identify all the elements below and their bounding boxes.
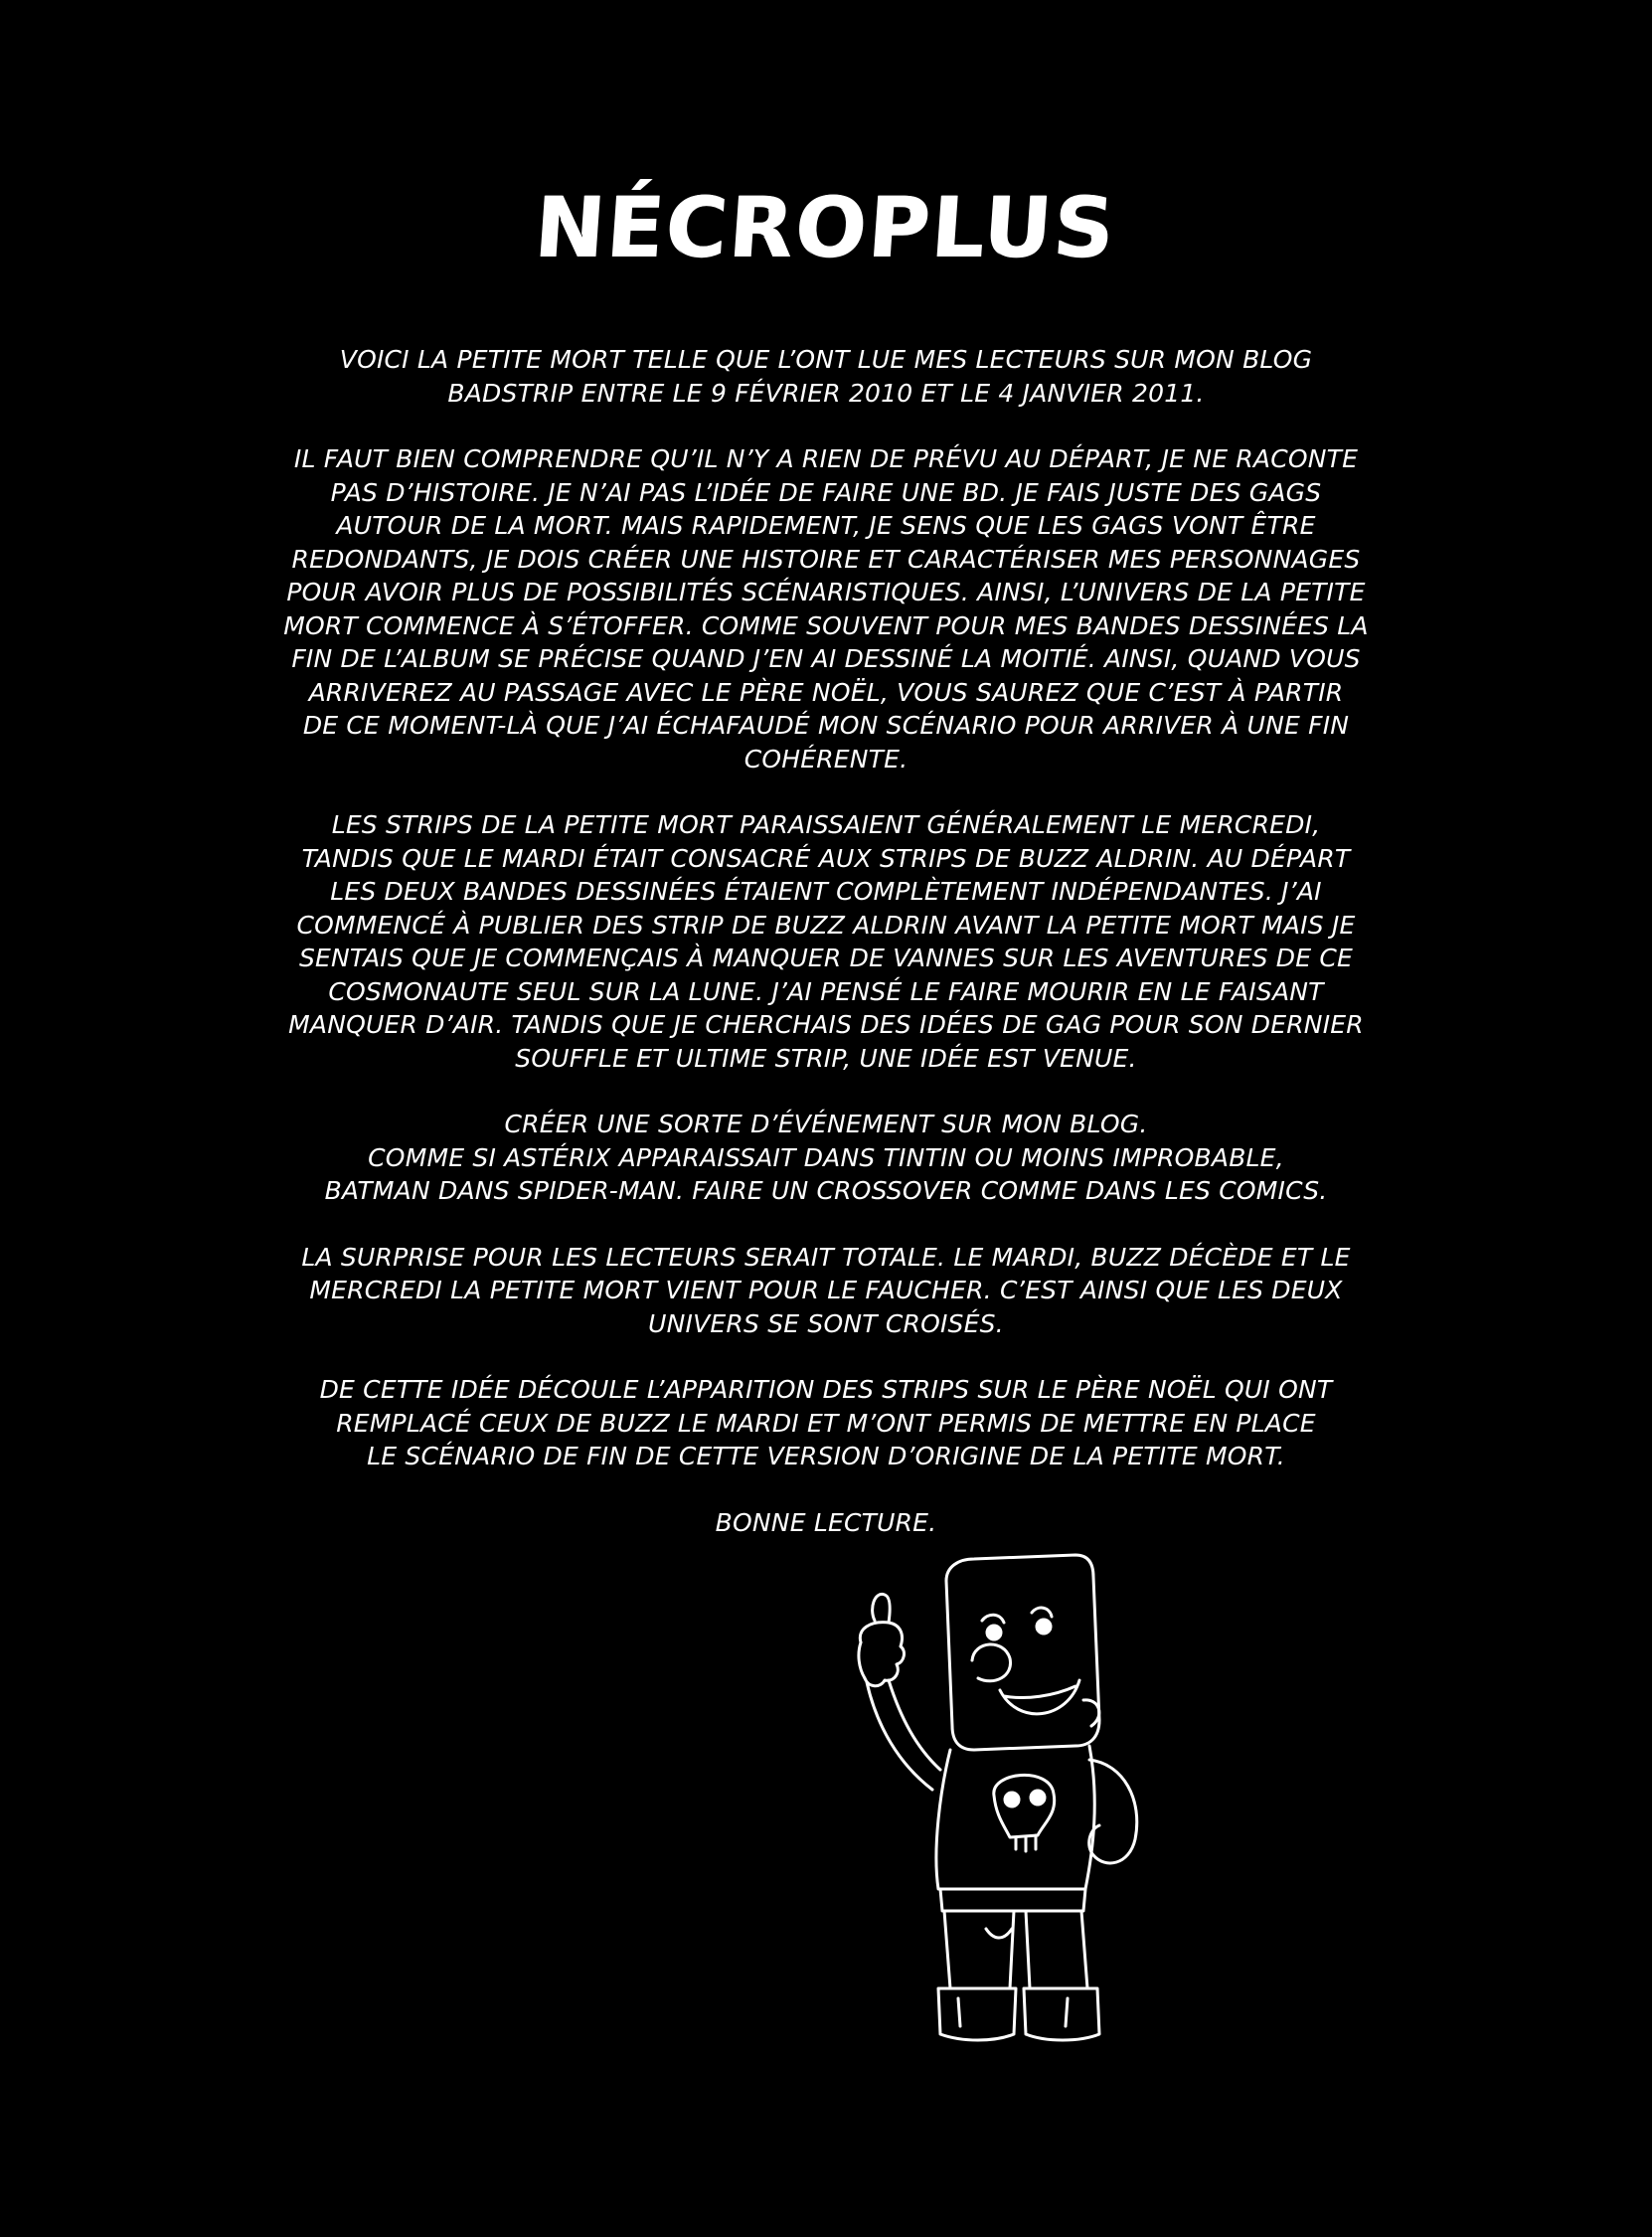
text-line: COHÉRENTE. bbox=[743, 744, 909, 774]
text-line: REMPLACÉ CEUX DE BUZZ LE MARDI ET M’ONT PERMIS DE METTRE EN PLACE bbox=[336, 1408, 1316, 1438]
text-line: BADSTRIP ENTRE LE 9 FÉVRIER 2010 ET LE 4 JANVIER 2011. bbox=[447, 378, 1205, 408]
text-line: SENTAIS QUE JE COMMENÇAIS À MANQUER DE VANNES SUR LES AVENTURES DE CE bbox=[298, 944, 1354, 972]
text-line: COMME SI ASTÉRIX APPARAISSAIT DANS TINTIN OU MOINS IMPROBABLE, bbox=[368, 1142, 1284, 1172]
text-line: REDONDANTS, JE DOIS CRÉER UNE HISTOIRE ET CARACTÉRISER MES PERSONNAGES bbox=[291, 544, 1361, 574]
page-title: NÉCROPLUS bbox=[532, 179, 1120, 276]
paragraph-crossover bbox=[258, 1108, 1394, 1208]
text-line: TANDIS QUE LE MARDI ÉTAIT CONSACRÉ AUX STRIPS DE BUZZ ALDRIN. AU DÉPART bbox=[301, 843, 1351, 873]
paragraph-surprise bbox=[258, 1241, 1394, 1341]
text-line: DE CETTE IDÉE DÉCOULE L’APPARITION DES STRIPS SUR LE PÈRE NOËL QUI ONT bbox=[319, 1375, 1333, 1404]
text-line: ARRIVEREZ AU PASSAGE AVEC LE PÈRE NOËL, VOUS SAUREZ QUE C’EST À PARTIR bbox=[308, 677, 1344, 707]
paragraph-intro bbox=[258, 343, 1394, 410]
paragraph-strips bbox=[258, 808, 1394, 1075]
text-line: UNIVERS SE SONT CROISÉS. bbox=[648, 1308, 1004, 1338]
text-line: CRÉER UNE SORTE D’ÉVÉNEMENT SUR MON BLOG. bbox=[504, 1110, 1148, 1138]
text-line: FIN DE L’ALBUM SE PRÉCISE QUAND J’EN AI DESSINÉ LA MOITIÉ. AINSI, QUAND VOUS bbox=[291, 644, 1361, 673]
text-line: LA SURPRISE POUR LES LECTEURS SERAIT TOTALE. LE MARDI, BUZZ DÉCÈDE ET LE bbox=[301, 1242, 1351, 1272]
text-line: LES DEUX BANDES DESSINÉES ÉTAIENT COMPLÈTEMENT INDÉPENDANTES. J’AI bbox=[330, 877, 1322, 906]
body-text bbox=[258, 343, 1394, 1572]
text-line: COSMONAUTE SEUL SUR LA LUNE. J’AI PENSÉ LE FAIRE MOURIR EN LE FAISANT bbox=[328, 976, 1324, 1006]
paragraph-story bbox=[258, 442, 1394, 775]
text-line: POUR AVOIR PLUS DE POSSIBILITÉS SCÉNARISTIQUES. AINSI, L’UNIVERS DE LA PETITE bbox=[286, 578, 1366, 606]
paragraph-santa bbox=[258, 1373, 1394, 1473]
text-line: LES STRIPS DE LA PETITE MORT PARAISSAIENT GÉNÉRALEMENT LE MERCREDI, bbox=[331, 810, 1321, 839]
text-line: BONNE LECTURE. bbox=[715, 1507, 937, 1537]
text-line: LE SCÉNARIO DE FIN DE CETTE VERSION D’ORIGINE DE LA PETITE MORT. bbox=[367, 1442, 1285, 1470]
text-line: COMMENCÉ À PUBLIER DES STRIP DE BUZZ ALDRIN AVANT LA PETITE MORT MAIS JE bbox=[296, 910, 1356, 940]
text-line: AUTOUR DE LA MORT. MAIS RAPIDEMENT, JE SENS QUE LES GAGS VONT ÊTRE bbox=[336, 511, 1316, 540]
text-line: DE CE MOMENT-LÀ QUE J’AI ÉCHAFAUDÉ MON SCÉNARIO POUR ARRIVER À UNE FIN bbox=[302, 711, 1350, 740]
text-line: PAS D’HISTOIRE. JE N’AI PAS L’IDÉE DE FAIRE UNE BD. JE FAIS JUSTE DES GAGS bbox=[330, 477, 1322, 507]
text-line: BATMAN DANS SPIDER-MAN. FAIRE UN CROSSOVER COMME DANS LES COMICS. bbox=[324, 1176, 1328, 1205]
text-line: IL FAUT BIEN COMPRENDRE QU’IL N’Y A RIEN DE PRÉVU AU DÉPART, JE NE RACONTE bbox=[293, 444, 1359, 473]
text-line: MERCREDI LA PETITE MORT VIENT POUR LE FAUCHER. C’EST AINSI QUE LES DEUX bbox=[309, 1276, 1343, 1304]
author-character-thumbs-up-illustration bbox=[855, 1551, 1193, 2048]
text-line: MANQUER D’AIR. TANDIS QUE JE CHERCHAIS DES IDÉES DE GAG POUR SON DERNIER bbox=[288, 1010, 1364, 1039]
text-line: SOUFFLE ET ULTIME STRIP, UNE IDÉE EST VENUE. bbox=[515, 1043, 1137, 1073]
text-line: VOICI LA PETITE MORT TELLE QUE L’ONT LUE MES LECTEURS SUR MON BLOG bbox=[339, 345, 1313, 374]
text-line: MORT COMMENCE À S’ÉTOFFER. COMME SOUVENT POUR MES BANDES DESSINÉES LA bbox=[283, 610, 1369, 640]
paragraph-closing bbox=[258, 1506, 1394, 1540]
